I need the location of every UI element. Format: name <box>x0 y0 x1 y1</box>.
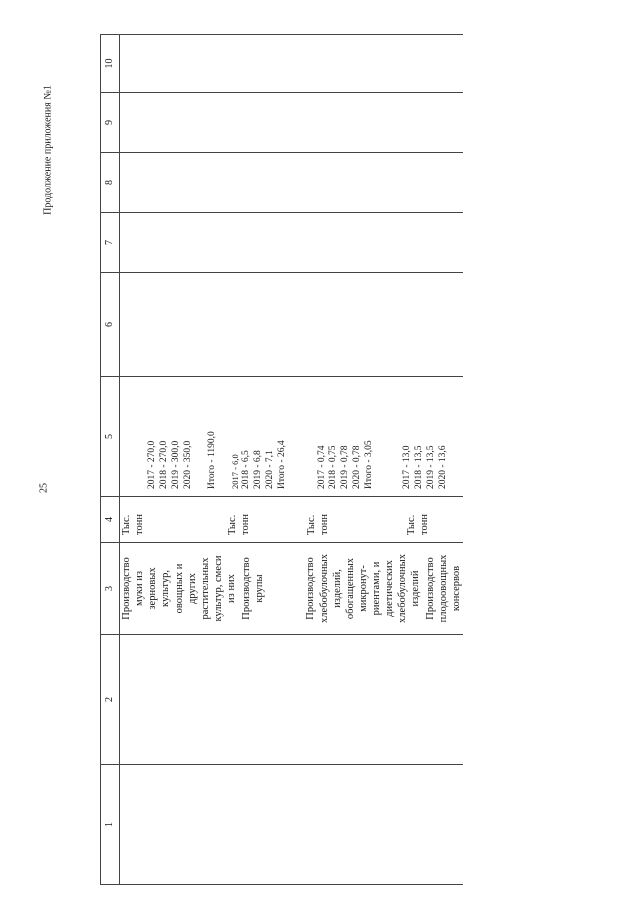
volume-total: Итого - 26,4 <box>276 440 287 489</box>
column-10-cell <box>120 35 463 93</box>
column-3-cell <box>120 543 463 635</box>
column-number: 9 <box>101 93 120 153</box>
product-name: Производство крупы <box>241 557 266 620</box>
annex-caption: Продолжение приложения №1 <box>42 85 54 215</box>
volume-block <box>230 380 288 493</box>
column-number: 4 <box>101 497 120 543</box>
column-number-row <box>101 35 120 885</box>
volume-value: 2017 - 270,0 <box>147 440 157 489</box>
column-number: 3 <box>101 543 120 635</box>
column-9-cell <box>120 93 463 153</box>
column-number: 1 <box>101 765 120 885</box>
column-1-cell <box>120 765 463 885</box>
product-name: Производство хлебобулочных изделий, обогащенных микронут- риентами, и диетических хлебобулочных изделий <box>305 554 422 623</box>
volume-value: 2018 - 13,5 <box>413 445 424 489</box>
column-number: 8 <box>101 153 120 213</box>
product-name: Производство муки из зерновых культур, овощных и других растительных культур, смеси из них <box>121 555 237 622</box>
volume-value: 2018 - 6,5 <box>241 450 251 489</box>
volume-value: 2018 - 270,0 <box>158 440 169 489</box>
volume-value: 2017 - 0,74 <box>316 445 327 489</box>
volume-value: 2019 - 300,0 <box>170 440 181 489</box>
column-6-cell <box>120 273 463 377</box>
unit-label: Тыс. тонн <box>227 514 252 535</box>
volume-value: 2017 - 6,0 <box>230 454 241 489</box>
rotated-table-area <box>100 35 560 885</box>
unit-label: Тыс. тонн <box>121 514 146 535</box>
column-5-cell <box>120 377 463 497</box>
volume-value: 2020 - 13,6 <box>437 445 448 489</box>
page-number: 25 <box>38 483 50 493</box>
volume-value: 2017 - 13,0 <box>401 445 412 489</box>
column-number: 10 <box>101 35 120 93</box>
volume-total: Итого - 3,05 <box>364 440 374 489</box>
unit-label: Тыс. тонн <box>405 514 430 535</box>
production-table <box>100 34 463 885</box>
table-body-row <box>120 35 463 885</box>
volume-block <box>120 380 218 493</box>
unit-label: Тыс. тонн <box>305 514 330 535</box>
column-number: 6 <box>101 273 120 377</box>
volume-value: 2018 - 0,75 <box>328 445 339 489</box>
volume-value: 2019 - 0,78 <box>340 445 351 489</box>
product-name: Производство плодоовощных консервов <box>424 554 462 623</box>
volume-total: Итого - 1190,0 <box>206 431 217 489</box>
column-number: 5 <box>101 377 120 497</box>
column-number: 2 <box>101 635 120 765</box>
volume-value: 2019 - 6,8 <box>252 450 263 489</box>
column-2-cell <box>120 635 463 765</box>
volume-value: 2019 - 13,5 <box>425 445 436 489</box>
volume-value: 2020 - 7,1 <box>264 450 275 489</box>
column-number: 7 <box>101 213 120 273</box>
column-4-cell <box>120 497 463 543</box>
column-7-cell <box>120 213 463 273</box>
volume-value: 2020 - 350,0 <box>182 440 193 489</box>
column-8-cell <box>120 153 463 213</box>
volume-value: 2020 - 0,78 <box>352 445 363 489</box>
volume-block <box>317 380 376 493</box>
volume-block <box>402 380 450 493</box>
